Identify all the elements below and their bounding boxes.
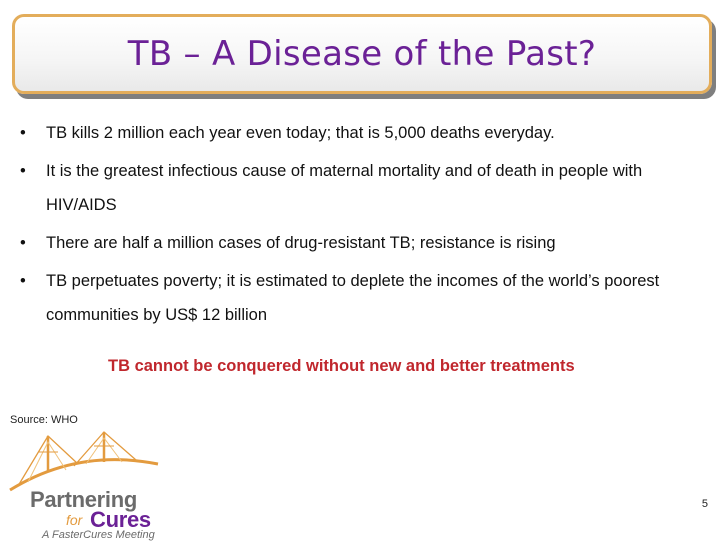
logo-word-for: for (66, 512, 83, 528)
logo-word-partnering: Partnering (30, 487, 138, 512)
title-box (12, 14, 712, 94)
bullet-text: TB perpetuates poverty; it is estimated to deplete the incomes of the world’s poorest communities by US$ 12 billion (46, 272, 660, 324)
bullet-dot-icon: • (20, 124, 26, 142)
callout-text: TB cannot be conquered without new and better treatments (108, 357, 575, 375)
source-note: Source: WHO (10, 414, 78, 426)
bullet-text: It is the greatest infectious cause of maternal mortality and of death in people with HIV/AIDS (46, 162, 643, 214)
logo-tagline: A FasterCures Meeting (42, 529, 155, 541)
bullet-item (20, 116, 710, 150)
bullet-dot-icon: • (20, 162, 26, 180)
bullet-item (20, 226, 710, 260)
bullet-item (20, 154, 710, 222)
bullet-text: There are half a million cases of drug-resistant TB; resistance is rising (46, 234, 556, 252)
bullet-list (20, 116, 710, 336)
page-number: 5 (701, 498, 708, 510)
logo-word-cures: Cures (90, 507, 151, 532)
slide-title: TB – A Disease of the Past? (127, 34, 597, 74)
bullet-dot-icon: • (20, 272, 26, 290)
bullet-text: TB kills 2 million each year even today; that is 5,000 deaths everyday. (46, 124, 555, 142)
bullet-item (20, 264, 710, 332)
partnering-for-cures-logo (8, 428, 168, 544)
bullet-dot-icon: • (20, 234, 26, 252)
